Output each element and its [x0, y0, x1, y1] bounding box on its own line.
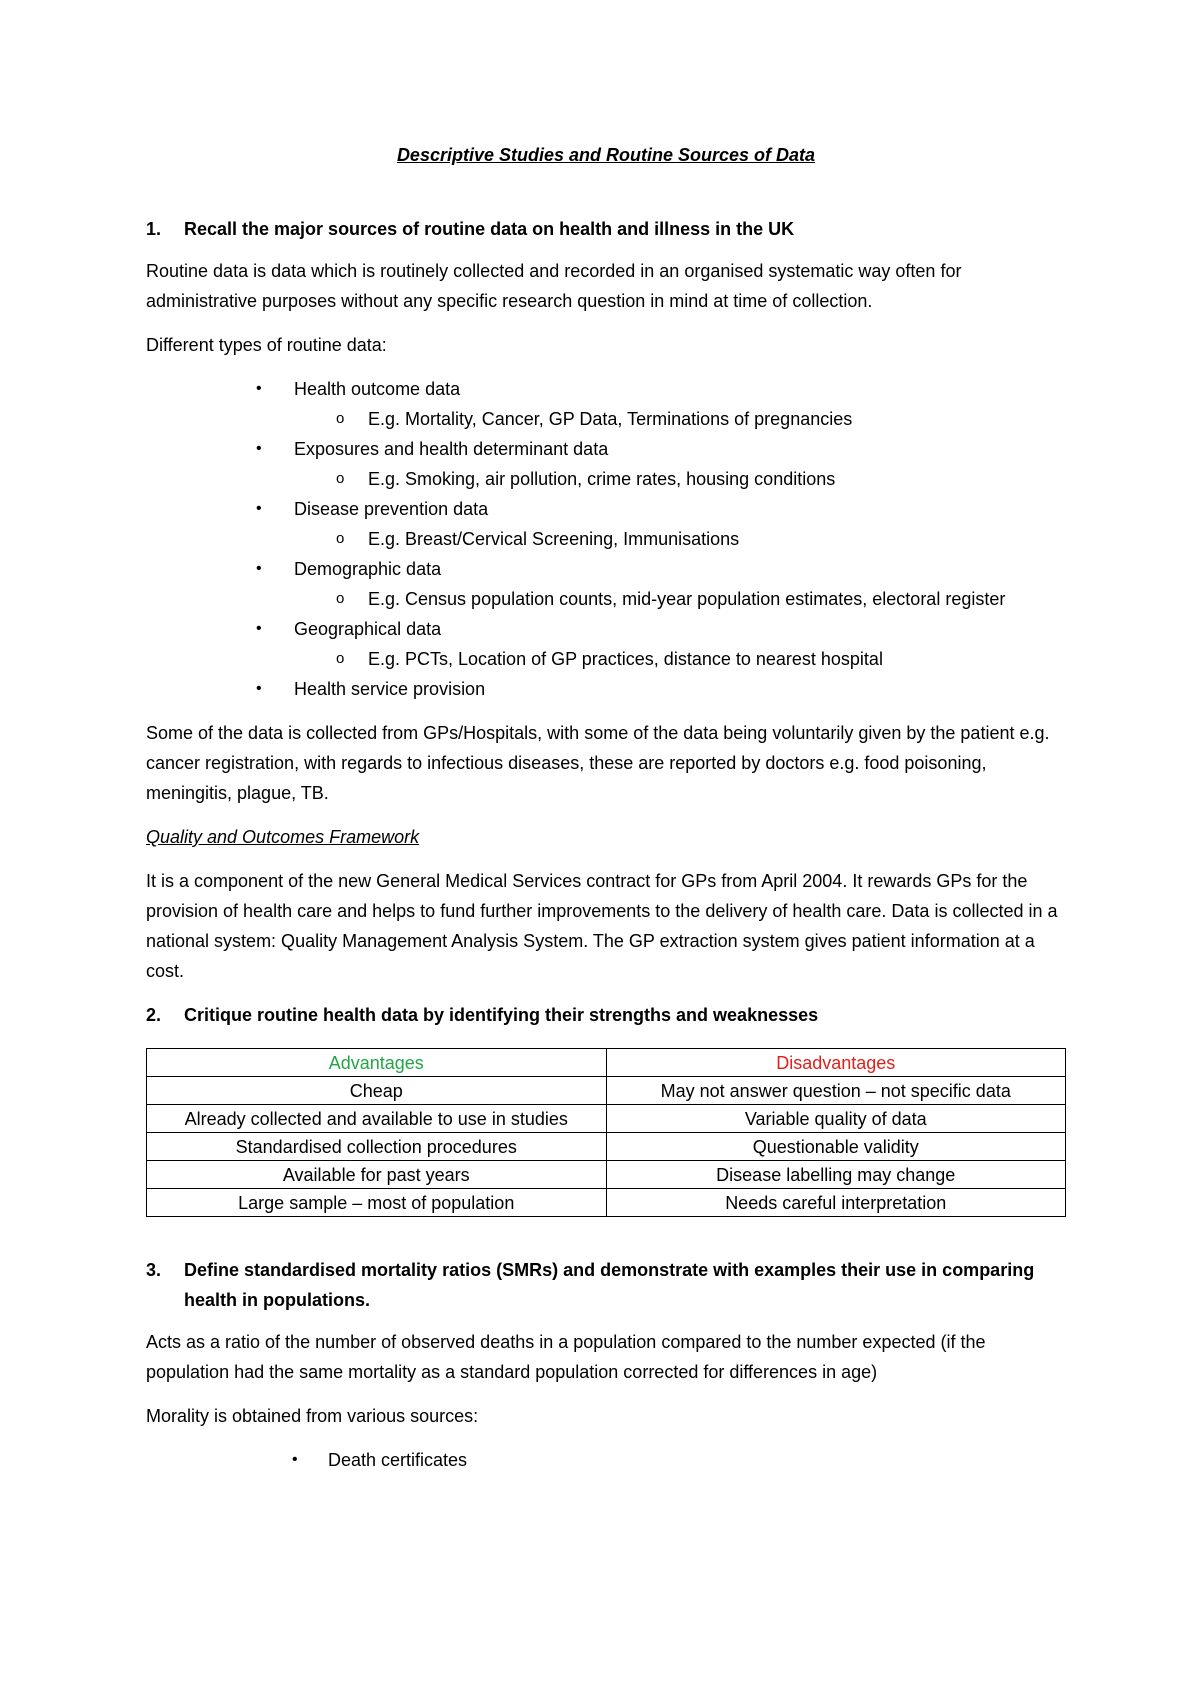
list-item — [146, 434, 1066, 494]
bullet-icon: • — [256, 680, 262, 697]
sub-list-item — [294, 404, 1066, 434]
document-title: Descriptive Studies and Routine Sources of Data — [396, 145, 816, 165]
sub-list-item-text: E.g. PCTs, Location of GP practices, distance to nearest hospital — [368, 649, 883, 669]
table-cell: Available for past years — [147, 1161, 607, 1189]
list-item-label: Health service provision — [294, 679, 486, 699]
sub-bullet-icon: o — [336, 410, 345, 427]
sub-bullet-icon: o — [336, 650, 345, 667]
qof-paragraph: It is a component of the new General Medical Services contract for GPs from April 2004. It rewards GPs for the provision of health care and helps to fund further improvements to the delivery of health care. Data is collected in a national system: Quality Management Analysis System. The GP extraction system gives patient information at a cost. — [146, 871, 1058, 981]
table-cell: Cheap — [147, 1077, 607, 1105]
sub-list — [294, 524, 1066, 554]
sub-bullet-icon: o — [336, 530, 345, 547]
document-page — [146, 140, 1066, 1475]
bullet-icon: • — [256, 500, 262, 517]
sub-list-item-text: E.g. Breast/Cervical Screening, Immunisations — [368, 529, 740, 549]
routine-data-definition: Routine data is data which is routinely collected and recorded in an organised systematic way often for administrative purposes without any specific research question in mind at time of collection. — [146, 261, 962, 311]
table-row — [147, 1105, 1066, 1133]
list-item — [146, 674, 1066, 704]
table-cell: May not answer question – not specific data — [606, 1077, 1066, 1105]
sub-list-item — [294, 464, 1066, 494]
sub-list-item — [294, 644, 1066, 674]
advantages-header: Advantages — [147, 1049, 607, 1077]
routine-data-types-list — [146, 374, 1066, 704]
qof-subheading: Quality and Outcomes Framework — [146, 827, 420, 847]
list-item-label: Health outcome data — [294, 379, 461, 399]
routine-data-types-intro: Different types of routine data: — [146, 335, 387, 355]
table-cell: Disease labelling may change — [606, 1161, 1066, 1189]
sub-list-item — [294, 524, 1066, 554]
table-cell: Questionable validity — [606, 1133, 1066, 1161]
list-item — [146, 554, 1066, 614]
list-item-label: Exposures and health determinant data — [294, 439, 609, 459]
list-item — [146, 494, 1066, 554]
bullet-icon: • — [256, 560, 262, 577]
list-item — [146, 374, 1066, 434]
section-3-number: 3. — [146, 1260, 162, 1280]
section-1-heading — [146, 214, 1066, 244]
section-2-heading — [146, 1000, 1066, 1030]
list-item-label: Geographical data — [294, 619, 442, 639]
list-item-label: Demographic data — [294, 559, 442, 579]
section-3-heading — [146, 1255, 1066, 1315]
smr-definition: Acts as a ratio of the number of observed deaths in a population compared to the number expected (if the population had the same mortality as a standard population corrected for differences in age) — [146, 1332, 986, 1382]
table-cell: Already collected and available to use in studies — [147, 1105, 607, 1133]
sub-list-item-text: E.g. Mortality, Cancer, GP Data, Terminations of pregnancies — [368, 409, 853, 429]
sub-bullet-icon: o — [336, 470, 345, 487]
list-item — [146, 614, 1066, 674]
sub-list-item-text: E.g. Census population counts, mid-year population estimates, electoral register — [368, 589, 1006, 609]
mortality-sources-intro: Morality is obtained from various sources: — [146, 1406, 479, 1426]
list-item-label: Death certificates — [328, 1450, 468, 1470]
table-row — [147, 1133, 1066, 1161]
bullet-icon: • — [256, 380, 262, 397]
section-2-heading-text: Critique routine health data by identifying their strengths and weaknesses — [184, 1005, 819, 1025]
section-2-number: 2. — [146, 1005, 162, 1025]
list-item-label: Disease prevention data — [294, 499, 489, 519]
sub-list — [294, 464, 1066, 494]
table-cell: Standardised collection procedures — [147, 1133, 607, 1161]
bullet-icon: • — [292, 1451, 298, 1468]
table-row — [147, 1077, 1066, 1105]
data-collection-paragraph: Some of the data is collected from GPs/Hospitals, with some of the data being voluntarily given by the patient e.g. cancer registration, with regards to infectious diseases, these are reported by doctors e.g. food poisoning, meningitis, plague, TB. — [146, 723, 1050, 803]
sub-list — [294, 584, 1066, 614]
table-cell: Needs careful interpretation — [606, 1189, 1066, 1217]
list-item — [146, 1445, 1066, 1475]
table-cell: Large sample – most of population — [147, 1189, 607, 1217]
section-3-heading-text: Define standardised mortality ratios (SMRs) and demonstrate with examples their use in comparing health in populations. — [184, 1260, 1035, 1310]
mortality-sources-list — [146, 1445, 1066, 1475]
sub-list — [294, 404, 1066, 434]
table-row — [147, 1189, 1066, 1217]
table-header-row — [147, 1049, 1066, 1077]
table-row — [147, 1161, 1066, 1189]
bullet-icon: • — [256, 620, 262, 637]
section-1-heading-text: Recall the major sources of routine data on health and illness in the UK — [184, 219, 795, 239]
sub-list-item-text: E.g. Smoking, air pollution, crime rates, housing conditions — [368, 469, 836, 489]
sub-bullet-icon: o — [336, 590, 345, 607]
bullet-icon: • — [256, 440, 262, 457]
section-1-number: 1. — [146, 219, 162, 239]
sub-list-item — [294, 584, 1066, 614]
table-cell: Variable quality of data — [606, 1105, 1066, 1133]
disadvantages-header: Disadvantages — [606, 1049, 1066, 1077]
advantages-disadvantages-table — [146, 1048, 1066, 1217]
sub-list — [294, 644, 1066, 674]
